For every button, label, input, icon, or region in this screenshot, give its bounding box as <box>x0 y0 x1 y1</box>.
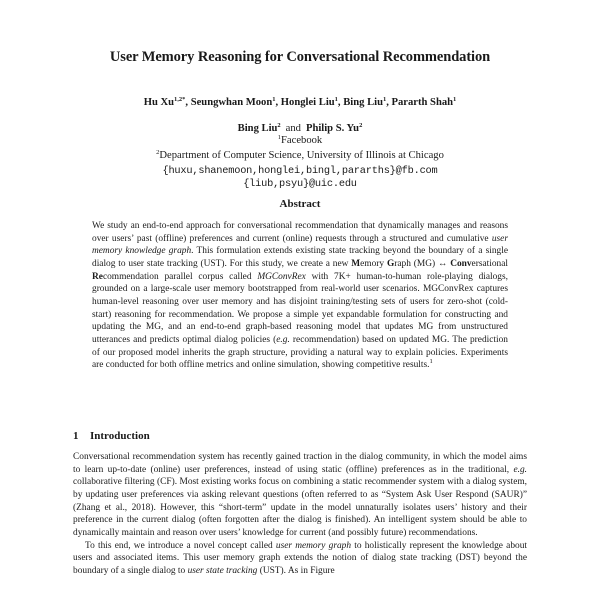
abstract-paragraph <box>92 220 508 372</box>
affiliation-uic <box>0 150 600 161</box>
corpus-name: MGConvRex <box>257 271 306 282</box>
author-affiliation-mark: 1 <box>334 96 338 103</box>
intro-paragraph <box>73 540 527 578</box>
paper-title: User Memory Reasoning for Conversational Recommendation <box>109 49 491 65</box>
acronym-letter: M <box>351 258 361 269</box>
author-affiliation-mark: 1 <box>382 96 387 103</box>
author-list-secondary <box>0 123 600 134</box>
author-name: Bing Liu <box>237 123 278 134</box>
abstract-text: recommendation) based on updated MG. The prediction of our proposed model inherits the graph structure, providing a natural way to explain policies. Experiments are conducted for both offline metrics and online simulation, showing competitive results. <box>92 334 508 371</box>
body-text: (UST). As in Figure <box>257 565 335 576</box>
abstract-text: ersational <box>471 258 508 269</box>
author-affiliation-mark: 1,2* <box>174 96 186 103</box>
affiliation-mark: 2 <box>156 149 160 156</box>
intro-paragraph <box>73 451 527 540</box>
abstract-body <box>92 220 508 372</box>
abstract-text: emory <box>360 258 387 269</box>
affiliation-mark: 1 <box>277 134 282 141</box>
abstract-text: raph (MG) ↔ <box>394 258 451 269</box>
author-affiliation-mark: 1 <box>272 96 276 103</box>
author-name: Philip S. Yu <box>305 123 360 134</box>
section-number: 1 <box>73 430 79 442</box>
affiliation-text: Facebook <box>281 135 323 146</box>
author-name: Honglei Liu <box>280 97 335 108</box>
section-title: Introduction <box>90 430 150 442</box>
author-affiliation-mark: 2 <box>277 122 281 129</box>
author-name: Bing Liu <box>343 97 383 108</box>
abstract-emphasis: user memory knowledge graph <box>92 233 508 257</box>
author-name: Hu Xu <box>143 97 175 108</box>
section-heading-introduction <box>73 430 150 442</box>
affiliation-facebook <box>0 135 600 146</box>
abstract-text: We study an end-to-end approach for conversational recommendation that dynamically manages and reasons over users’ past (offline) preferences and current (online) requests through a structured and cumulative <box>92 221 508 244</box>
body-emphasis: user state tracking <box>187 565 258 576</box>
acronym-letter: Re <box>92 271 103 282</box>
body-emphasis: e.g. <box>513 464 527 475</box>
introduction-body <box>73 451 527 578</box>
footnote-mark: 1 <box>429 358 433 366</box>
affiliation-text: Department of Computer Science, University of Illinois at Chicago <box>159 150 444 161</box>
acronym-letter: Conv <box>450 258 472 269</box>
body-emphasis: user memory graph <box>275 540 352 551</box>
email-facebook: {huxu,shanemoon,honglei,bingl,pararths}@fb.com <box>162 165 438 177</box>
body-text: to holistically represent the knowledge about users and associated items. This user memory graph extends the notion of dialog state tracking (DST) beyond the boundary of a single dialog to <box>73 540 527 576</box>
author-affiliation-mark: 1 <box>453 96 457 103</box>
acronym-letter: G <box>386 258 395 269</box>
abstract-text: with 7K+ human-to-human role-playing dialogs, grounded on a large-scale user memory bootstrapped from real-world user scenarios. MGConvRex captures human-level reasoning over user memory and has disjoint training/testing sets of users for zero-shot (cold-start) reasoning for recommendation. We propose a simple yet expandable formulation for constructing and updating the MG, and an end-to-end graph-based reasoning model that updates MG from unstructured utterances and predicts optimal dialog policies ( <box>92 271 508 345</box>
email-uic: {liub,psyu}@uic.edu <box>243 178 357 190</box>
author-name: Pararth Shah <box>391 97 454 108</box>
body-text: To this end, we introduce a novel concept called <box>85 540 276 551</box>
abstract-emphasis: e.g. <box>276 334 290 345</box>
abstract-text: . This formulation extends existing state tracking beyond the boundary of a single dialog to user state tracking (UST). For this study, we create a new <box>92 246 508 269</box>
author-name: Seungwhan Moon <box>190 97 273 108</box>
author-list-primary: Hu $Xu^{1,2*}$, Seungwhan Moon$^1$, Honglei Liu$^1$, Bing Liu$^1$, Pararth Shah$^1$ <box>143 96 457 108</box>
abstract-text: commendation parallel corpus called <box>102 271 258 282</box>
body-text: Conversational recommendation system has recently gained traction in the dialog community, in which the model aims to learn up-to-date (online) user preferences, instead of using static (offline) preferences as in the traditional, <box>73 452 527 475</box>
abstract-heading: Abstract <box>279 198 321 210</box>
author-affiliation-mark: 2 <box>359 122 363 129</box>
body-text: collaborative filtering (CF). Most existing works focus on combining a static recommender system with a dialog system, by updating user preferences via asking relevant questions (often referred to as “System Ask User Respond (SAUR)” (Zhang et al., 2018). However, this “short-term” update in the model unnaturally isolates users’ history and their preference in the current dialog (often forgotten after the dialog is finished). An intelligent system should be able to dynamically maintain and reason over users’ knowledge for current (and possibly future) recommendations. <box>73 477 527 538</box>
author-conjunction: and <box>285 123 301 134</box>
